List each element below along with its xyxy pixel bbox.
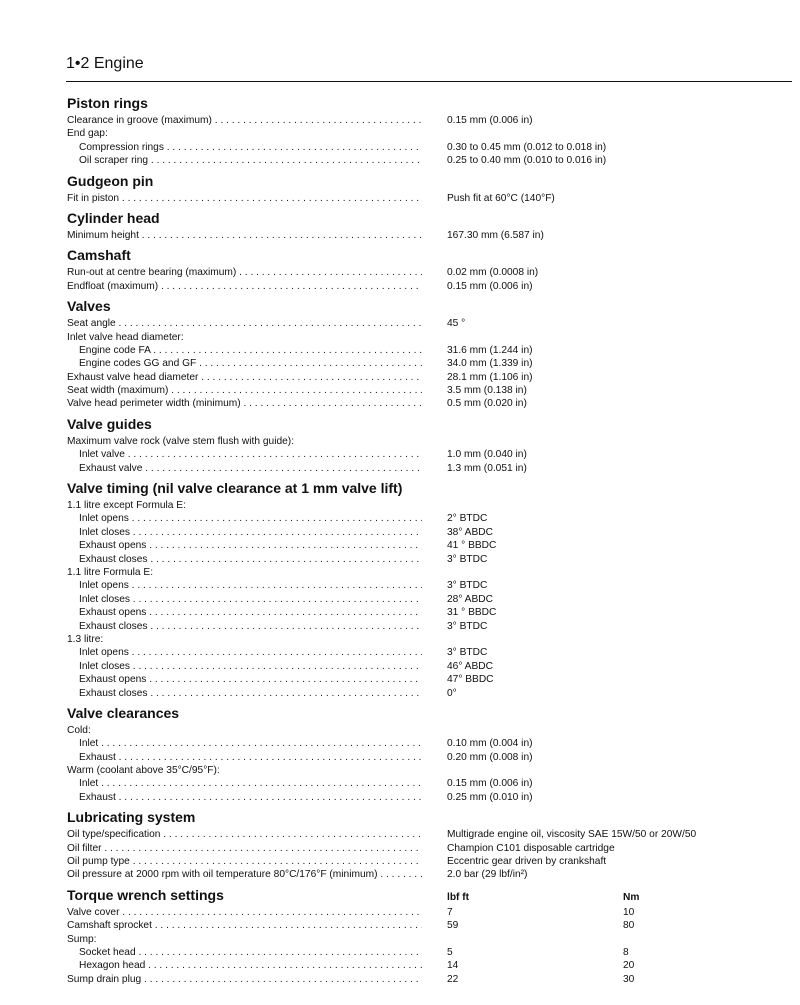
column-header-lbfft: lbf ft xyxy=(447,891,470,903)
spec-value: 0.5 mm (0.020 in) xyxy=(447,398,527,410)
spec-label: Inlet valve head diameter: xyxy=(67,331,184,343)
spec-value: Push fit at 60°C (140°F) xyxy=(447,192,555,204)
spec-content xyxy=(67,92,792,990)
spec-row xyxy=(67,154,792,167)
spec-row xyxy=(67,229,792,242)
spec-label: Exhaust valve head diameter . . . xyxy=(67,371,422,384)
torque-value-nm: 80 xyxy=(623,920,635,932)
spec-value: 2.0 bar (29 lbf/in²) xyxy=(447,869,528,881)
spec-row xyxy=(67,141,792,154)
spec-row xyxy=(67,673,792,686)
spec-section xyxy=(67,246,792,293)
spec-label: Inlet closes . . . xyxy=(79,526,422,539)
spec-row xyxy=(67,371,792,384)
spec-value: 0.15 mm (0.006 in) xyxy=(447,280,533,292)
spec-value: 0.15 mm (0.006 in) xyxy=(447,778,533,790)
torque-title-row xyxy=(67,886,792,906)
spec-row xyxy=(67,633,792,646)
spec-value: 28° ABDC xyxy=(447,593,493,605)
spec-value: 31.6 mm (1.244 in) xyxy=(447,344,533,356)
torque-label: Valve cover . . . xyxy=(67,906,422,919)
torque-value-nm: 20 xyxy=(623,960,635,972)
torque-value-lbfft: 5 xyxy=(447,946,453,958)
spec-label: Oil scraper ring . . . xyxy=(79,154,422,167)
spec-value: 41 ° BBDC xyxy=(447,540,497,552)
section-title: Valve clearances xyxy=(67,704,180,721)
spec-row xyxy=(67,764,792,777)
spec-label: End gap: xyxy=(67,128,108,140)
section-title: Piston rings xyxy=(67,95,148,111)
section-title: Cylinder head xyxy=(67,209,160,226)
section-title: Camshaft xyxy=(67,247,131,264)
spec-row xyxy=(67,192,792,205)
spec-value: 3° BTDC xyxy=(447,580,488,592)
spec-row xyxy=(67,526,792,539)
spec-row xyxy=(67,620,792,633)
section-title: Torque wrench settings xyxy=(67,886,224,903)
spec-row xyxy=(67,462,792,475)
spec-label: Endfloat (maximum) . . . xyxy=(67,280,422,293)
header-rule xyxy=(66,81,792,82)
spec-value: Eccentric gear driven by crankshaft xyxy=(447,856,607,868)
spec-label: 1.3 litre: xyxy=(67,633,104,645)
torque-row xyxy=(67,973,792,986)
torque-label: Sump: xyxy=(67,933,97,945)
spec-section xyxy=(67,297,792,411)
torque-row xyxy=(67,906,792,919)
spec-label: Oil pump type . . . xyxy=(67,855,422,868)
torque-label: Hexagon head . . . xyxy=(79,959,422,972)
spec-value: 167.30 mm (6.587 in) xyxy=(447,229,544,241)
spec-label: 1.1 litre except Formula E: xyxy=(67,500,186,512)
page-header: 1•2 Engine xyxy=(66,55,144,72)
spec-value: Champion C101 disposable cartridge xyxy=(447,842,615,854)
spec-label: Inlet . . . xyxy=(79,737,422,750)
spec-row xyxy=(67,448,792,461)
torque-label: Camshaft sprocket . . . xyxy=(67,919,422,932)
torque-value-nm: 30 xyxy=(623,973,635,985)
spec-row xyxy=(67,855,792,868)
torque-label: Socket head . . . xyxy=(79,946,422,959)
spec-label: Seat width (maximum) . . . xyxy=(67,384,422,397)
spec-label: Inlet valve . . . xyxy=(79,448,422,461)
spec-label: Warm (coolant above 35°C/95°F): xyxy=(67,765,220,777)
spec-value: 38° ABDC xyxy=(447,526,493,538)
spec-value: 3.5 mm (0.138 in) xyxy=(447,385,527,397)
spec-label: Exhaust opens . . . xyxy=(79,673,422,686)
spec-row xyxy=(67,579,792,592)
spec-label: Exhaust . . . xyxy=(79,791,422,804)
spec-label: Compression rings . . . xyxy=(79,141,422,154)
spec-label: Valve head perimeter width (minimum) . . . xyxy=(67,397,422,410)
spec-label: Inlet closes . . . xyxy=(79,593,422,606)
torque-value-lbfft: 59 xyxy=(447,920,459,932)
spec-row xyxy=(67,751,792,764)
torque-label: Sump drain plug . . . xyxy=(67,973,422,986)
spec-row xyxy=(67,331,792,344)
spec-row xyxy=(67,828,792,841)
spec-label: Exhaust closes . . . xyxy=(79,687,422,700)
torque-value-nm: 10 xyxy=(623,906,635,918)
spec-row xyxy=(67,724,792,737)
spec-row xyxy=(67,687,792,700)
spec-label: Engine codes GG and GF . . . xyxy=(79,357,422,370)
spec-value: 0.10 mm (0.004 in) xyxy=(447,738,533,750)
spec-label: Exhaust valve . . . xyxy=(79,462,422,475)
spec-row xyxy=(67,593,792,606)
spec-row xyxy=(67,737,792,750)
spec-value: 28.1 mm (1.106 in) xyxy=(447,371,533,383)
torque-row xyxy=(67,946,792,959)
torque-value-lbfft: 7 xyxy=(447,906,453,918)
spec-row xyxy=(67,266,792,279)
spec-value: 46° ABDC xyxy=(447,660,493,672)
spec-row xyxy=(67,868,792,881)
spec-label: 1.1 litre Formula E: xyxy=(67,566,154,578)
section-title: Valves xyxy=(67,298,111,315)
torque-value-nm: 8 xyxy=(623,946,629,958)
spec-value: 0.30 to 0.45 mm (0.012 to 0.018 in) xyxy=(447,141,607,153)
torque-row xyxy=(67,933,792,946)
spec-value: 0° xyxy=(447,687,457,699)
spec-row xyxy=(67,646,792,659)
spec-value: 3° BTDC xyxy=(447,553,488,565)
spec-row xyxy=(67,553,792,566)
spec-label: Inlet opens . . . xyxy=(79,646,422,659)
spec-label: Inlet opens . . . xyxy=(79,579,422,592)
spec-row xyxy=(67,384,792,397)
spec-row xyxy=(67,344,792,357)
spec-label: Inlet opens . . . xyxy=(79,512,422,525)
spec-value: 3° BTDC xyxy=(447,647,488,659)
spec-row xyxy=(67,842,792,855)
spec-row xyxy=(67,127,792,140)
spec-value: 0.20 mm (0.008 in) xyxy=(447,751,533,763)
spec-row xyxy=(67,317,792,330)
spec-row xyxy=(67,539,792,552)
spec-row xyxy=(67,280,792,293)
spec-label: Cold: xyxy=(67,724,91,736)
spec-value: 0.25 mm (0.010 in) xyxy=(447,791,533,803)
spec-label: Run-out at centre bearing (maximum) . . . xyxy=(67,266,422,279)
spec-value: 1.0 mm (0.040 in) xyxy=(447,449,527,461)
spec-value: 1.3 mm (0.051 in) xyxy=(447,462,527,474)
spec-label: Exhaust closes . . . xyxy=(79,553,422,566)
spec-value: 3° BTDC xyxy=(447,620,488,632)
spec-label: Minimum height . . . xyxy=(67,229,422,242)
spec-section xyxy=(67,94,792,168)
spec-row xyxy=(67,512,792,525)
torque-value-lbfft: 22 xyxy=(447,973,459,985)
spec-value: 0.25 to 0.40 mm (0.010 to 0.016 in) xyxy=(447,155,607,167)
spec-value: Multigrade engine oil, viscosity SAE 15W/50 or 20W/50 xyxy=(447,829,697,841)
torque-section xyxy=(67,886,792,986)
spec-label: Clearance in groove (maximum) . . . xyxy=(67,114,422,127)
spec-section xyxy=(67,479,792,700)
spec-label: Fit in piston . . . xyxy=(67,192,422,205)
spec-label: Oil filter . . . xyxy=(67,842,422,855)
spec-section xyxy=(67,808,792,882)
spec-label: Inlet . . . xyxy=(79,777,422,790)
section-title: Lubricating system xyxy=(67,809,196,826)
spec-label: Inlet closes . . . xyxy=(79,660,422,673)
spec-value: 31 ° BBDC xyxy=(447,607,497,619)
spec-label: Seat angle . . . xyxy=(67,317,422,330)
spec-label: Engine code FA . . . xyxy=(79,344,422,357)
torque-row xyxy=(67,959,792,972)
spec-value: 45 ° xyxy=(447,318,466,330)
spec-value: 0.15 mm (0.006 in) xyxy=(447,115,533,126)
spec-section xyxy=(67,209,792,242)
spec-row xyxy=(67,777,792,790)
spec-row xyxy=(67,435,792,448)
torque-row xyxy=(67,919,792,932)
spec-value: 47° BBDC xyxy=(447,674,494,686)
torque-value-lbfft: 14 xyxy=(447,960,459,972)
spec-label: Exhaust . . . xyxy=(79,751,422,764)
spec-row xyxy=(67,357,792,370)
spec-section xyxy=(67,172,792,205)
spec-label: Oil type/specification . . . xyxy=(67,828,422,841)
spec-value: 34.0 mm (1.339 in) xyxy=(447,358,533,370)
spec-label: Exhaust opens . . . xyxy=(79,539,422,552)
section-title: Gudgeon pin xyxy=(67,172,154,189)
spec-value: 0.02 mm (0.0008 in) xyxy=(447,267,539,279)
spec-label: Exhaust opens . . . xyxy=(79,606,422,619)
spec-section xyxy=(67,704,792,804)
spec-label: Exhaust closes . . . xyxy=(79,620,422,633)
spec-label: Maximum valve rock (valve stem flush with guide): xyxy=(67,435,295,447)
spec-value: 2° BTDC xyxy=(447,513,488,525)
section-title: Valve guides xyxy=(67,415,152,432)
spec-row xyxy=(67,660,792,673)
spec-section xyxy=(67,415,792,475)
spec-row xyxy=(67,566,792,579)
section-title: Valve timing (nil valve clearance at 1 mm valve lift) xyxy=(67,480,403,497)
spec-row xyxy=(67,499,792,512)
column-header-nm: Nm xyxy=(623,891,640,903)
spec-row xyxy=(67,791,792,804)
spec-row xyxy=(67,606,792,619)
spec-row xyxy=(67,114,792,127)
spec-label: Oil pressure at 2000 rpm with oil temperature 80°C/176°F (minimum) . . . xyxy=(67,868,422,881)
spec-row xyxy=(67,397,792,410)
